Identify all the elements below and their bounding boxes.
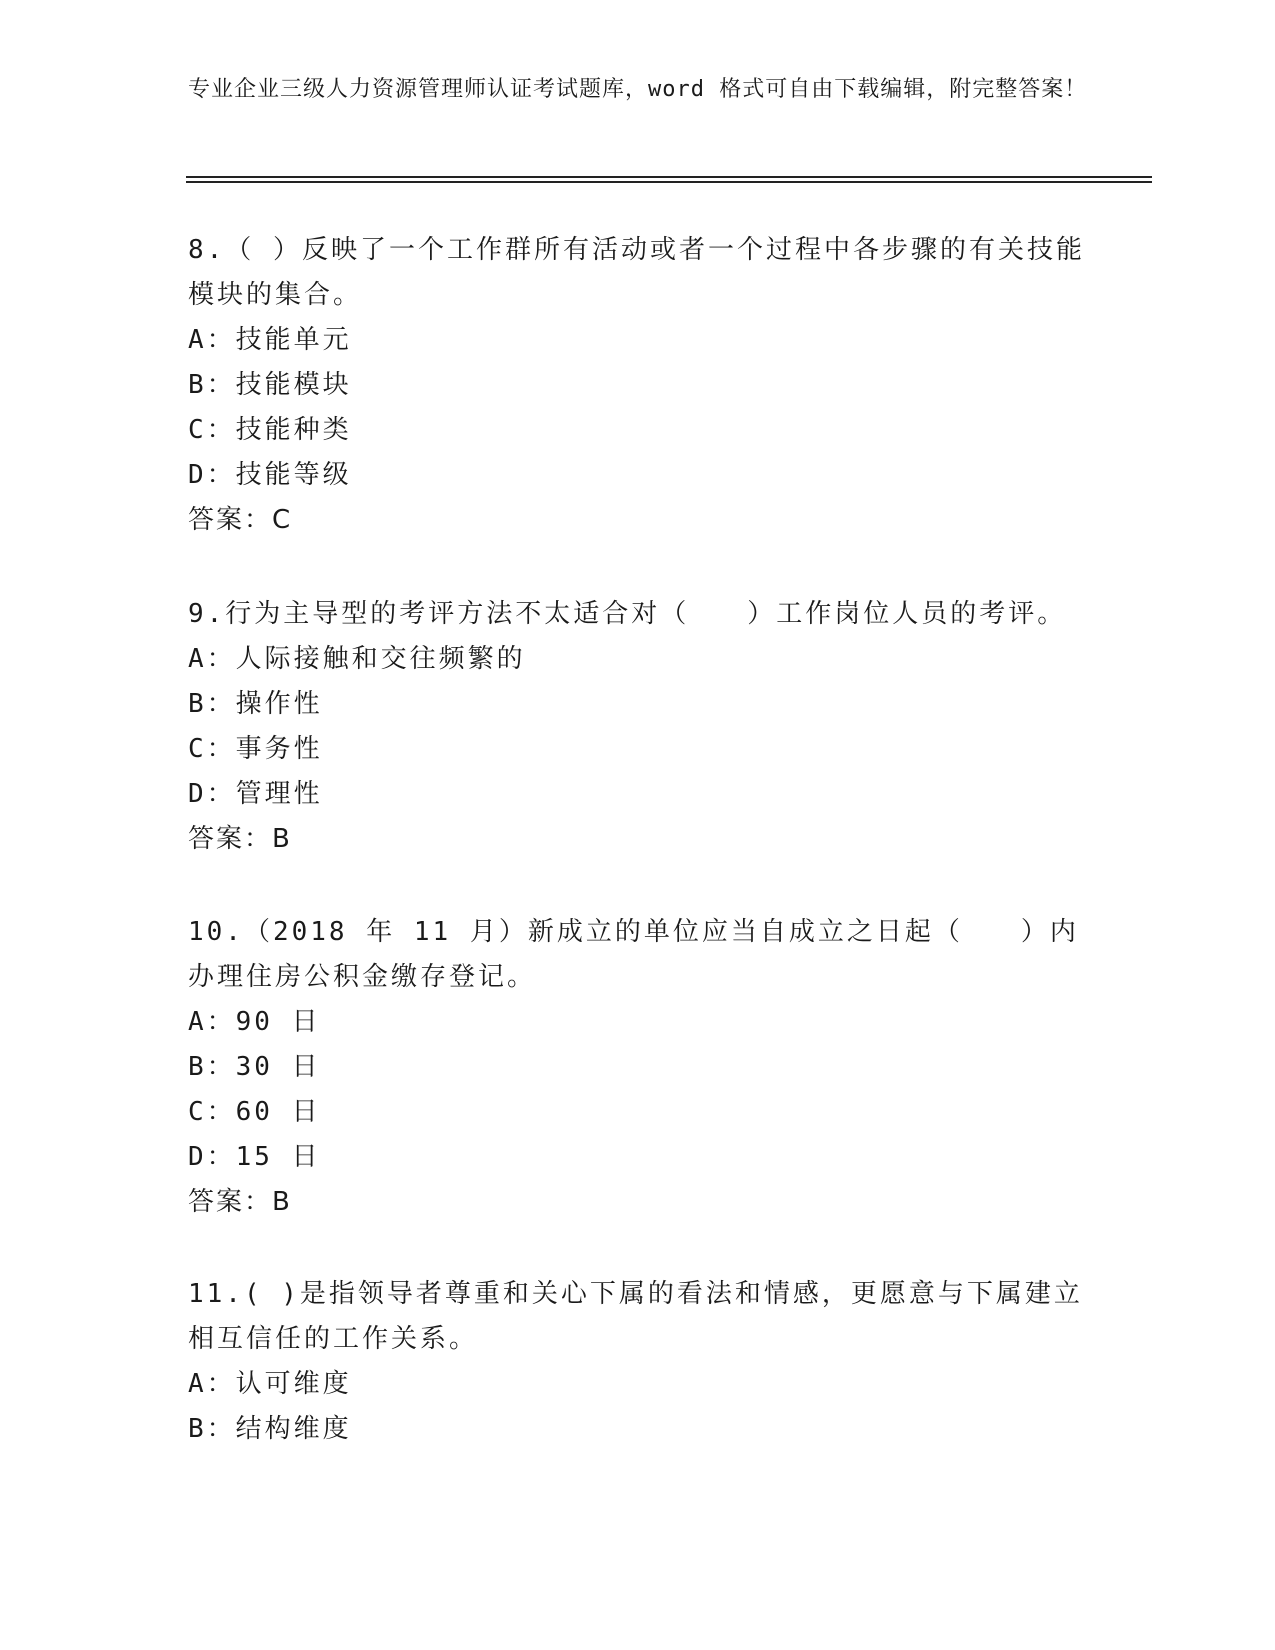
- option-d: D：15 日: [188, 1142, 321, 1172]
- document-header-text: 专业企业三级人力资源管理师认证考试题库，word 格式可自由下载编辑，附完整答案！: [188, 77, 1088, 102]
- option-d: D：管理性: [188, 779, 323, 809]
- option-b: B：结构维度: [188, 1414, 352, 1444]
- question-11: [188, 1272, 1088, 1452]
- answer-line: 答案：B: [188, 824, 292, 854]
- option-a: A：认可维度: [188, 1369, 352, 1399]
- option-a: A：人际接触和交往频繁的: [188, 644, 526, 674]
- option-c: C：技能种类: [188, 415, 352, 445]
- header-divider-top: [186, 176, 1152, 178]
- header-divider-bottom: [186, 181, 1152, 183]
- option-a: A：技能单元: [188, 325, 352, 355]
- question-text: 9.行为主导型的考评方法不太适合对（ ）工作岗位人员的考评。: [188, 599, 1067, 629]
- option-b: B：技能模块: [188, 370, 352, 400]
- option-a: A：90 日: [188, 1007, 321, 1037]
- option-c: C：60 日: [188, 1097, 321, 1127]
- option-d: D：技能等级: [188, 460, 352, 490]
- answer-line: 答案：B: [188, 1187, 292, 1217]
- option-b: B：操作性: [188, 689, 323, 719]
- question-9: [188, 592, 1088, 862]
- question-8: [188, 228, 1088, 543]
- option-c: C：事务性: [188, 734, 323, 764]
- question-text: 11.( )是指领导者尊重和关心下属的看法和情感，更愿意与下属建立相互信任的工作关系。: [188, 1279, 1083, 1354]
- question-10: [188, 910, 1088, 1225]
- question-text: 10.（2018 年 11 月）新成立的单位应当自成立之日起（ ）内办理住房公积金缴存登记。: [188, 917, 1079, 992]
- question-text: 8.（ ）反映了一个工作群所有活动或者一个过程中各步骤的有关技能模块的集合。: [188, 235, 1085, 310]
- option-b: B：30 日: [188, 1052, 321, 1082]
- answer-line: 答案：C: [188, 505, 293, 535]
